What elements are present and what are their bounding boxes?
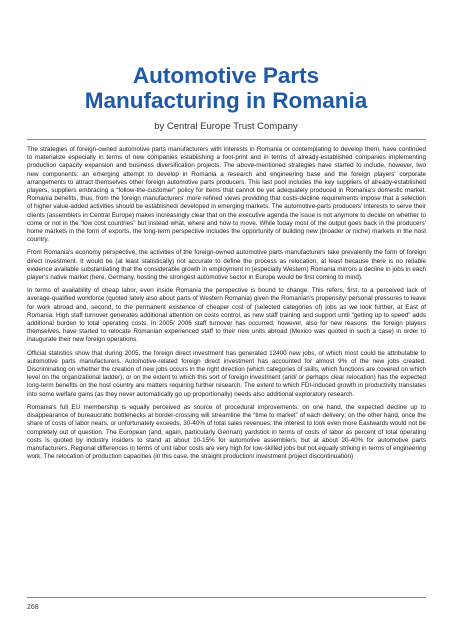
page-number: 268 [27, 604, 39, 611]
article-body [27, 146, 426, 466]
author-byline: by Central Europe Trust Company [154, 121, 298, 132]
bottom-divider [27, 597, 426, 598]
paragraph-3: In terms of availability of cheap labor, even inside Romania the perspective is bound to change. This refers, first, to a perceived lack of average-qualified workforce (quoted lately also about parts of Western Romania) given the Romanian's propensity/ personal pressures to leave for work abroad and, second, to the permanent existence of cheaper cost of (selected categories of) jobs as we look further, at East of Romania. High staff turnover generates additional attention on costs control, as new staff training and support until “getting up to speed” adds additional burden to total operating costs. In 2005/ 2006 staff turnover has occurred, however, also for new reasons: the foreign players themselves, have started to relocate Romanian experienced staff to their new units abroad (Mexico was quoted in such a case) in order to inaugurate their new foreign operations. [27, 287, 426, 344]
article-title-line-2: Manufacturing in Romania [84, 88, 368, 113]
top-divider [27, 139, 426, 140]
article-title-line-1: Automotive Parts [132, 63, 320, 88]
paragraph-1: The strategies of foreign-owned automotive parts manufacturers with interests in Romania or contemplating to develop them, have continued to materialize especially in terms of new companies establishing a foot-print and in terms of already-established companies implementing production capacity expansion and business diversification projects. The above-mentioned strategies have started to include, however, two new components: an emerging attempt to develop in Romania a research and engineering base and the foreign players' corporate arrangements to attract themselves other foreign automotive parts producers. This last pool includes the key suppliers of already-established players, suppliers embracing a “follow-the-customer” policy for items that cannot be yet adequately produced in Romania's domestic market. Romania benefits, thus, from the foreign manufacturers' more refined views providing that costs-decline requirements impose that a selection of higher value-added activities should be established/ developed in emerging markets. The automotive-parts producers' interests to serve their clients (assemblers in Central Europe) makes increasingly clear that on the executive agenda the issue is not anymore to decide on whether to come or not in the “low cost countries” but instead what, where and how to move. While today most of the output goes back in the producers' home markets in the form of exports, the long-term perspective includes the opportunity of building new (broader or niche) markets in the host country. [27, 146, 426, 244]
paragraph-2: From Romania's economy perspective, the activities of the foreign-owned automotive parts manufacturers take prevalently the form of foreign direct investment. It would be (at least statistically) not accurate to define the process as relocation, at least because there is no reliable evidence available substantiating that the considerable growth in employment in (especially Western) Romania mirrors a decline in jobs in each player's native market (here, Germany, hosting the strongest automotive sector in Europe would be first coming to mind). [27, 249, 426, 282]
paragraph-5: Romania's full EU membership is equally perceived as source of procedural improvements: on one hand, the expected decline up to disappearance of bureaucratic bottlenecks at border-crossing will streamline the “time to market” of each delivery; on the other hand, once the share of costs of labor nears, or unfortunately exceeds, 30-40% of total sales revenues, the interest to look even more Eastwards would not be completely out of question. The European (and, again, particularly German) yardstick in terms of costs of labor as percent of total operating costs is quoted by industry insiders to stand at about 10-15% for automotive assemblers, but at about 20-40% for automotive parts manufacturers. Regional differences in terms of unit labor costs are very high for low-skilled jobs but not equally striking in terms of engineering work. The relocation of production capacities (in this case, the straight production/ investment project discontinuation) [27, 403, 426, 461]
paragraph-4: Official statistics show that during 2005, the foreign direct investment has generated 12400 new jobs, of which most could be attributable to automotive parts manufacturers. Automotive-related foreign direct investment has accounted for almost 9% of the new jobs created. Discriminating on whether the creation of new jobs occurs in the right direction (which categories of skills, which functions are covered on which level on the organizational ladder), or on the extent to which this sort of foreign investment (and/ or perhaps clear relocation) has the expected long-term benefits on the host country are matters requiring further research. The extent to which FDI-induced growth in productivity translates into some welfare gains (as they never automatically go up proportionally) needs also additional exploratory research. [27, 349, 426, 398]
